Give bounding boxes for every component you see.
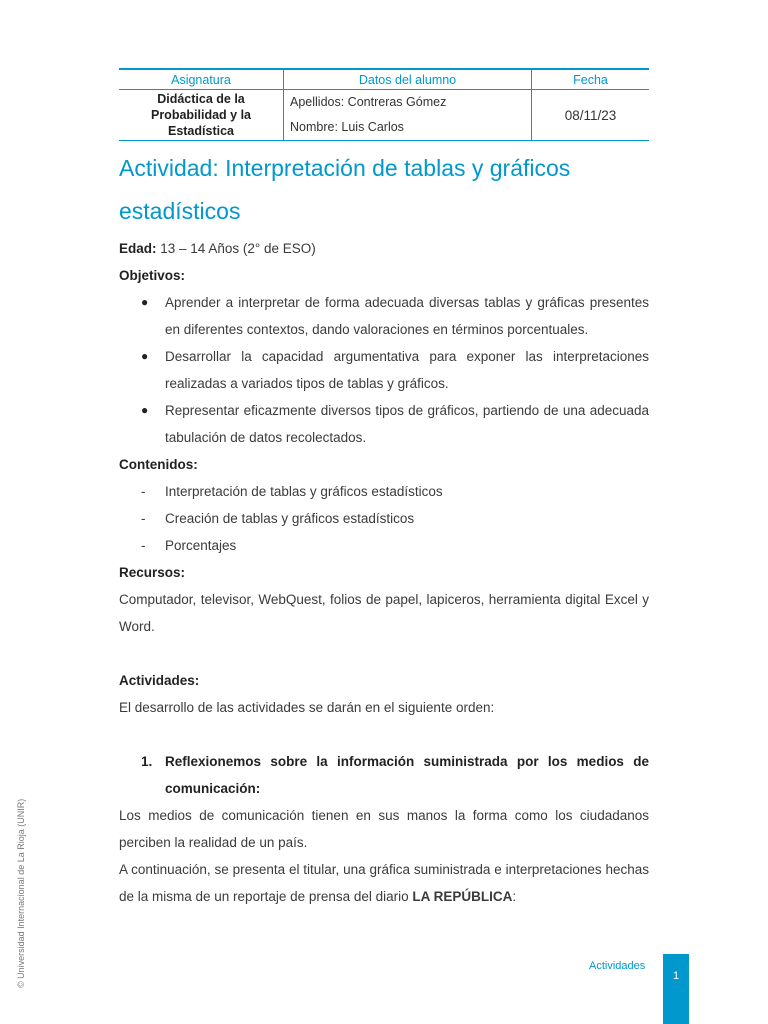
paragraph-2-end: : (512, 889, 517, 904)
student-cell (284, 90, 532, 141)
spacer (119, 721, 649, 748)
title-line-2: estadísticos (119, 198, 241, 224)
recursos-text: Computador, televisor, WebQuest, folios de papel, lapiceros, herramienta digital Excel y Word. (119, 592, 649, 634)
page-number: 1 (672, 970, 680, 982)
edad-line (119, 235, 649, 262)
recursos-heading: Recursos: (119, 565, 186, 580)
contenido-text: Porcentajes (165, 538, 237, 553)
student-surname: Apellidos: Contreras Gómez (290, 95, 447, 109)
item-number: 1. (141, 754, 153, 769)
edad-label: Edad: (119, 241, 157, 256)
title-line-1: Actividad: Interpretación de tablas y gráficos (119, 155, 571, 181)
header-col-student: Datos del alumno (284, 69, 532, 90)
paragraph-1: Los medios de comunicación tienen en sus manos la forma como los ciudadanos perciben la realidad de un país. (119, 808, 649, 850)
dash-icon: - (141, 538, 146, 553)
objetivo-text: Representar eficazmente diversos tipos de gráficos, partiendo de una adecuada tabulación de datos recolectados. (165, 403, 649, 445)
newspaper-name: LA REPÚBLICA (412, 889, 513, 904)
header-table (119, 68, 649, 141)
list-item (119, 478, 649, 505)
list-item (119, 289, 649, 343)
contenidos-heading: Contenidos: (119, 457, 198, 472)
objetivo-text: Aprender a interpretar de forma adecuada diversas tablas y gráficas presentes en diferentes contextos, dando valoraciones en términos porcentuales. (165, 295, 649, 337)
contenidos-list (119, 478, 649, 559)
objetivos-heading: Objetivos: (119, 268, 186, 283)
header-col-date: Fecha (532, 69, 650, 90)
list-item (119, 532, 649, 559)
list-item (119, 343, 649, 397)
document-body (119, 235, 649, 910)
dash-icon: - (141, 484, 146, 499)
edad-value: 13 – 14 Años (2° de ESO) (156, 241, 316, 256)
bullet-icon: ● (141, 349, 149, 363)
paragraph-2 (119, 856, 649, 910)
subject-line-2: Probabilidad y la (150, 108, 252, 122)
contenido-text: Interpretación de tablas y gráficos estadísticos (165, 484, 443, 499)
subject-cell (119, 90, 284, 141)
actividades-intro: El desarrollo de las actividades se darán en el siguiente orden: (119, 700, 495, 715)
objetivo-text: Desarrollar la capacidad argumentativa para exponer las interpretaciones realizadas a variados tipos de tablas y gráficos. (165, 349, 649, 391)
objetivos-list (119, 289, 649, 451)
contenido-text: Creación de tablas y gráficos estadísticos (165, 511, 415, 526)
page-title (119, 147, 649, 233)
subject-line-3: Estadística (167, 124, 234, 138)
document-page (119, 68, 649, 910)
list-item (119, 397, 649, 451)
subject-line-1: Didáctica de la (157, 92, 245, 106)
copyright-side-text: © Universidad Internacional de La Rioja (UNIR) (16, 798, 26, 988)
actividades-heading: Actividades: (119, 673, 200, 688)
paragraph-2-text: A continuación, se presenta el titular, una gráfica suministrada e interpretaciones hechas de la misma de un reportaje de prensa del diario (119, 862, 649, 904)
item-text: Reflexionemos sobre la información suministrada por los medios de comunicación: (165, 754, 649, 796)
numbered-item-1 (119, 748, 649, 802)
date-cell: 08/11/23 (532, 90, 650, 141)
spacer (119, 640, 649, 667)
footer-label: Actividades (589, 960, 646, 972)
dash-icon: - (141, 511, 146, 526)
bullet-icon: ● (141, 295, 149, 309)
bullet-icon: ● (141, 403, 149, 417)
student-name: Nombre: Luis Carlos (290, 120, 404, 134)
page-number-tab (663, 954, 689, 1024)
list-item (119, 505, 649, 532)
header-col-subject: Asignatura (119, 69, 284, 90)
